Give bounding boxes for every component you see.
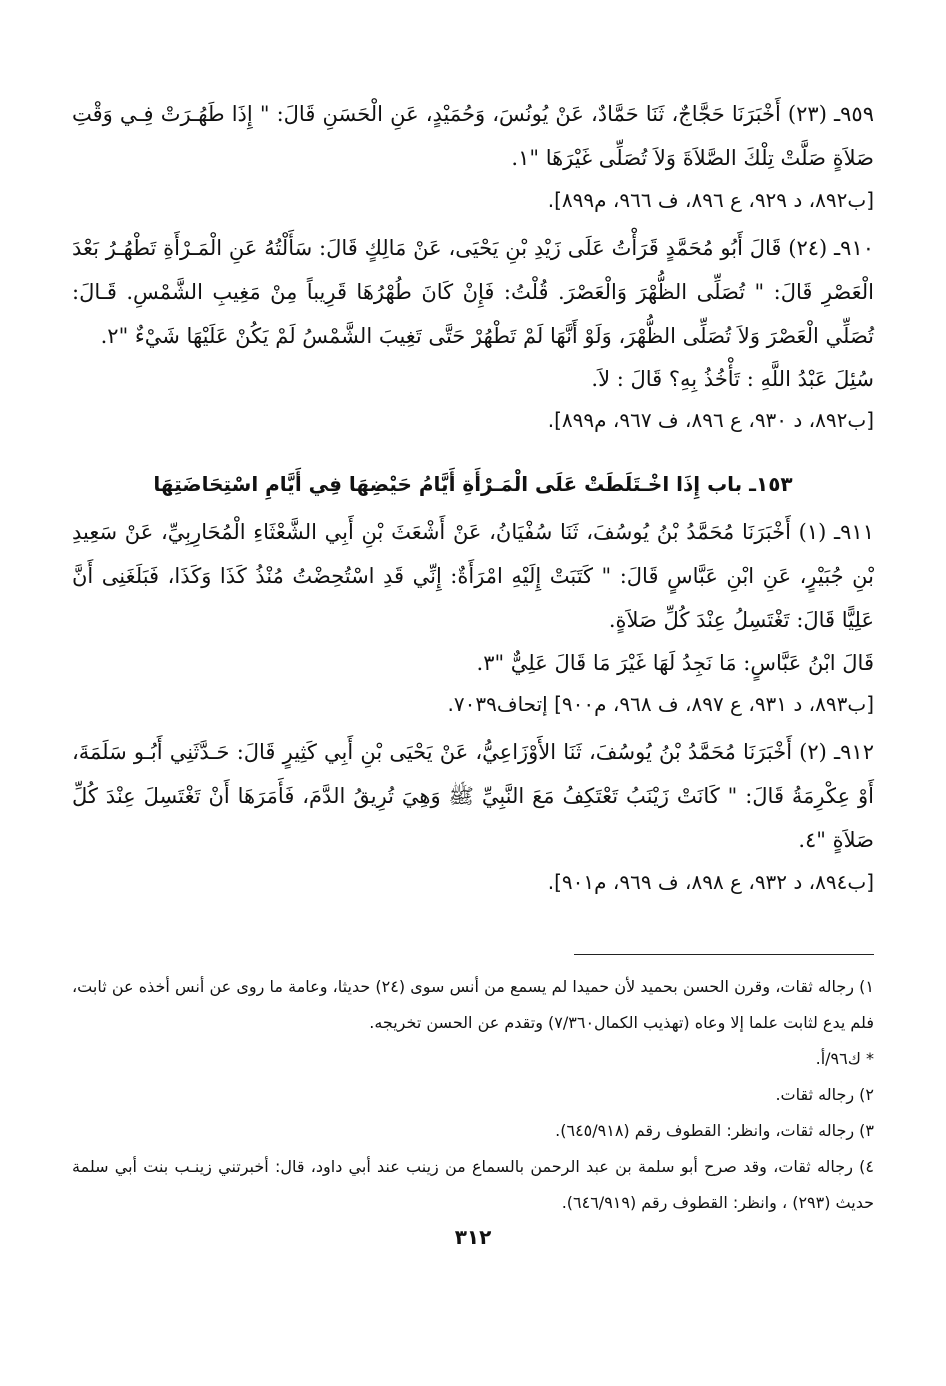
hadith-910: ٩١٠ـ (٢٤) قَالَ أَبُو مُحَمَّدٍ قَرَأْتُ عَلَى زَيْدِ بْنِ يَحْيَى، عَنْ مَالِكٍ قَالَ: سَأَلْتُهُ عَنِ الْمَـرْأَةِ تَطْهُـرُ بَعْدَ الْعَصْرِ قَالَ: " تُصَلِّى الظُّهْرَ وَالْعَصْرَ. قُلْتُ: فَإِنْ كَانَ طُهْرُهَا قَرِيباً مِنْ مَغِيبِ الشَّمْسِ. قَـالَ: تُصَلِّي الْعَصْرَ وَلاَ تُصَلِّى الظُّهْرَ، وَلَوْ أَنَّهَا لَمْ تَطْهُرْ حَتَّى تَغِيبَ الشَّمْسُ لَمْ يَكُنْ عَلَيْهَا شَيْءٌ "٢. [72, 236, 875, 348]
footnote-divider [574, 954, 874, 955]
statement-911: قَالَ ابْنُ عَبَّاسٍ: مَا نَجِدُ لَهَا غَيْرَ مَا قَالَ عَلِيٌّ "٣. [476, 651, 874, 675]
reference-959: [ب٨٩٢، د ٩٢٩، ع ٨٩٦، ف ٩٦٦، م٨٩٩]. [547, 188, 874, 212]
chapter-heading-153: ١٥٣ـ باب إِذَا اخْـتَلَطَتْ عَلَى الْمَـرْأَةِ أَيَّامُ حَيْضِهَا فِي أَيَّامِ اسْتِحَاضَتِهَا [153, 472, 793, 496]
footnote-2: ٢) رجاله ثقات. [775, 1085, 874, 1104]
footnote-1: ١) رجاله ثقات، وقرن الحسن بحميد لأن حميدا لم يسمع من أنس سوى (٢٤) حديثا، وعامة ما روى عن أنس أخذه عن ثابت، فلم يدع لثابت علما إلا وعاه (تهذيب الكمال٧/٣٦٠) وتقدم عن الحسن تخريجه. [72, 977, 874, 1032]
reference-911: [ب٨٩٣، د ٩٣١، ع ٨٩٧، ف ٩٦٨، م٩٠٠] إتحاف٧٠٣٩. [447, 692, 874, 716]
hadith-911: ٩١١ـ (١) أَخْبَرَنَا مُحَمَّدُ بْنُ يُوسُفَ، ثَنَا سُفْيَانُ، عَنْ أَشْعَثَ بْنِ أَبِي الشَّعْثَاءِ الْمُحَارِبِيِّ، عَنْ سَعِيدِ بْنِ جُبَيْرٍ، عَنِ ابْنِ عَبَّاسٍ قَالَ: " كَتَبَتْ إِلَيْهِ امْرَأَةٌ: إِنِّي قَدِ اسْتُحِضْتُ مُنْذُ كَذَا وَكَذَا، فَبَلَغَنِى أَنَّ عَلِيًّا قَالَ: تَغْتَسِلُ عِنْدَ كُلِّ صَلاَةٍ. [72, 520, 874, 632]
footnote-4: ٤) رجاله ثقات، وقد صرح أبو سلمة بن عبد الرحمن بالسماع من زينب عند أبي داود، قال: أخبرتني زينـب بنت أبي سلمة حديث (٢٩٣) ، وانظر: القطوف رقم (٦٤٦/٩١٩). [72, 1157, 874, 1212]
hadith-959: ٩٥٩ـ (٢٣) أَخْبَرَنَا حَجَّاجٌ، ثَنَا حَمَّادٌ، عَنْ يُونُسَ، وَحُمَيْدٍ، عَنِ الْحَسَنِ قَالَ: " إِذَا طَهُـرَتْ فِـي وَقْتِ صَلاَةٍ صَلَّتْ تِلْكَ الصَّلاَةَ وَلاَ تُصَلِّى غَيْرَهَا "١. [72, 102, 874, 170]
reference-912: [ب٨٩٤، د ٩٣٢، ع ٨٩٨، ف ٩٦٩، م٩٠١]. [547, 870, 874, 894]
footnote-3: ٣) رجاله ثقات، وانظر: القطوف رقم (٦٤٥/٩١٨). [555, 1121, 874, 1140]
reference-910: [ب٨٩٢، د ٩٣٠، ع ٨٩٦، ف ٩٦٧، م٨٩٩]. [547, 408, 874, 432]
page-number: ٣١٢ [454, 1225, 492, 1249]
footnote-star: * ك٩٦/أ. [815, 1049, 874, 1068]
hadith-912: ٩١٢ـ (٢) أَخْبَرَنَا مُحَمَّدُ بْنُ يُوسُفَ، ثَنَا الأَوْزَاعِيُّ، عَنْ يَحْيَى بْنِ أَبِي كَثِيرٍ قَالَ: حَـدَّثَنِي أَبُـو سَلَمَةَ، أَوْ عِكْرِمَةُ قَالَ: " كَانَتْ زَيْنَبُ تَعْتَكِفُ مَعَ النَّبِيِّ ﷺ وَهِيَ تُرِيقُ الدَّمَ، فَأَمَرَهَا أَنْ تَغْتَسِلَ عِنْدَ كُلِّ صَلاَةٍ "٤. [72, 740, 874, 852]
question-910: سُئِلَ عَبْدُ اللَّهِ : تَأْخُذُ بِهِ؟ قَالَ : لاَ. [591, 367, 874, 391]
